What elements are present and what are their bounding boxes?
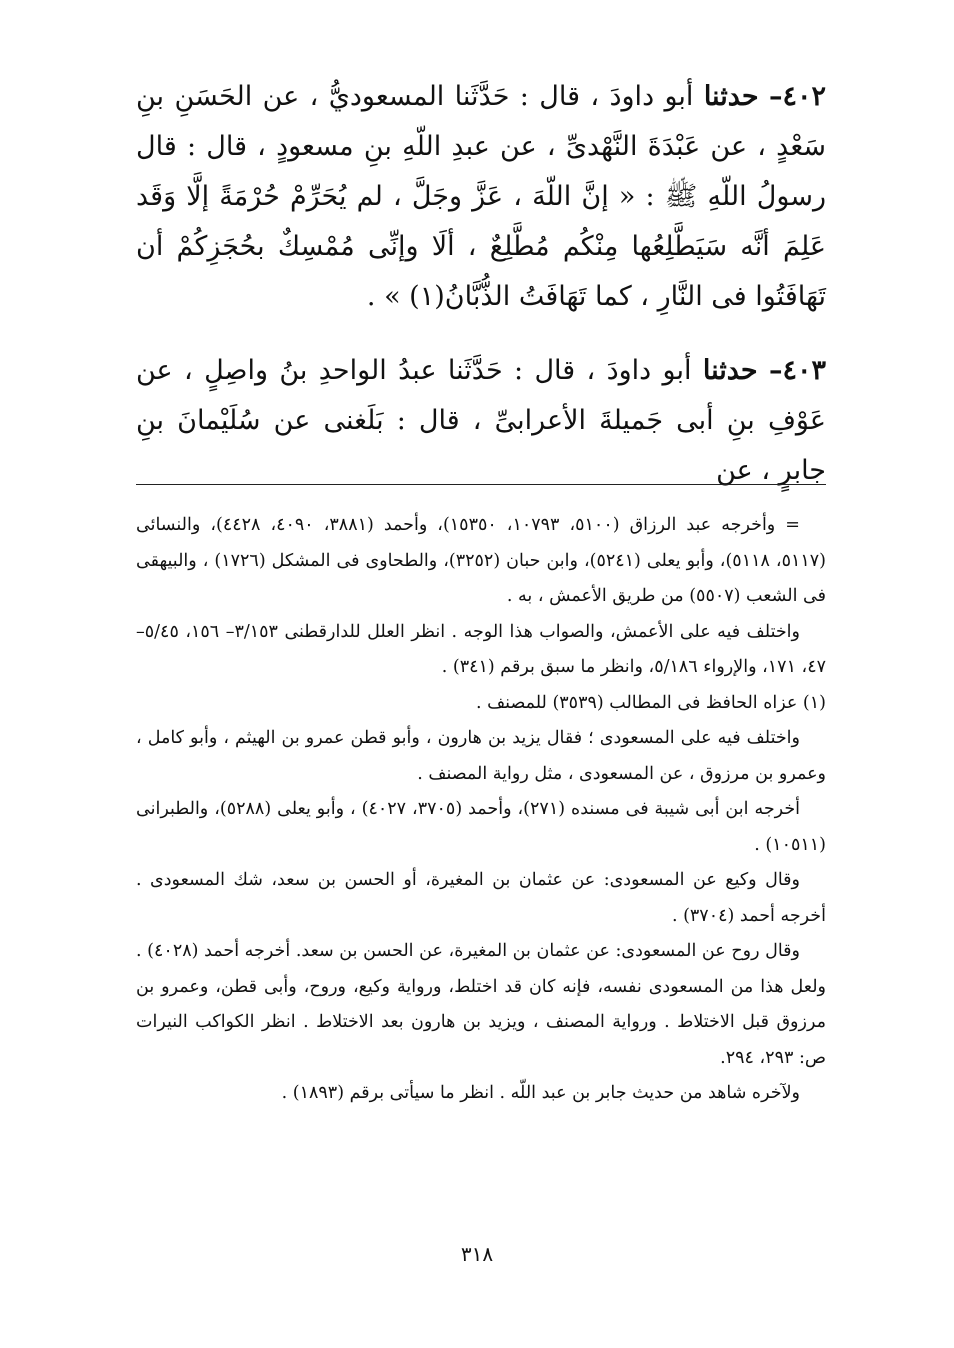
footnote-paragraph: وقال روح عن المسعودى: عن عثمان بن المغيرة، عن الحسن بن سعد. أخرجه أحمد (٤٠٢٨) . ولعل هذا من المسعودى نفسه، فإنه كان قد اختلط، ورواية وكيع، وروح، وأبى قطن، وعمرو بن مرزوق قبل الاختلاط . ورواية المصنف ، ويزيد بن هارون بعد الاختلاط . انظر الكواكب النيرات ص: ٢٩٣، ٢٩٤. xyxy=(136,941,826,1068)
footnote-paragraph: واختلف فيه على الأعمش، والصواب هذا الوجه . انظر العلل للدارقطنى ٣/١٥٣– ١٥٦، ٥/٤٥– ٤٧، ١٧١، والإرواء ٥/١٨٦، وانظر ما سبق برقم (٣٤١) . xyxy=(136,621,826,677)
hadith-opening: حدثنا xyxy=(702,355,758,386)
hadith-number: ٤٠٢– xyxy=(768,81,826,112)
footnote-paragraph: ولآخره شاهد من حديث جابر بن عبد اللّه . انظر ما سيأتى برقم (١٨٩٣) . xyxy=(281,1083,800,1103)
footnote-1: (١) عزاه الحافظ فى المطالب (٣٥٣٩) للمصنف . xyxy=(475,692,826,713)
footnote-paragraph: واختلف فيه على المسعودى ؛ فقال يزيد بن هارون ، وأبو قطن عمرو بن الهيثم ، وأبو كامل ، وعمرو بن مرزوق ، عن المسعودى ، مثل رواية المصنف . xyxy=(136,728,826,784)
hadith-403 xyxy=(136,346,826,496)
hadith-opening: حدثنا xyxy=(703,81,759,112)
page-number: ٣١٨ xyxy=(460,1242,494,1266)
footnote-continuation: = وأخرجه عبد الرزاق (٥١٠٠، ١٠٧٩٣، ١٥٣٥٠)، وأحمد (٣٨٨١، ٤٠٩٠، ٤٤٢٨)، والنسائى (٥١١٧، ٥١١٨)، وأبو يعلى (٥٢٤١)، وابن حبان (٣٢٥٢)، والطحاوى فى المشكل (١٧٢٦) ، والبيهقى فى الشعب (٥٥٠٧) من طريق الأعمش ، به . xyxy=(136,515,826,606)
footnote-paragraph: أخرجه ابن أبى شيبة فى مسنده (٢٧١)، وأحمد (٣٧٠٥، ٤٠٢٧) ، وأبو يعلى (٥٢٨٨)، والطبرانى (١٠٥١١) . xyxy=(136,799,826,855)
hadith-text: أبو داودَ ، قال : حَدَّثَنا المسعوديُّ ، عن الحَسَنِ بنِ سَعْدٍ ، عن عَبْدَةَ النَّهْدىِّ ، عن عبدِ اللّهِ بنِ مسعودٍ ، قال : قال رسولُ اللّهِ ﷺ : « إنَّ اللّهَ ، عَزَّ وجَلَّ ، لم يُحَرِّمْ حُرْمَةً إلَّا وَقَد عَلِمَ أنَّه سَيَطَّلِعُها مِنْكُم مُطَّلِعٌ ، ألَا وإنِّى مُمْسِكٌ بحُجَزِكُمْ أن تَهَافَتُوا فى النَّارِ ، كما تَهَافَتُ الذُّبَّانُ(١) » . xyxy=(136,81,826,312)
footnotes xyxy=(136,508,826,1112)
footnote-divider xyxy=(136,484,826,485)
hadith-402 xyxy=(136,72,826,322)
hadith-number: ٤٠٣– xyxy=(768,355,826,386)
footnote-paragraph: وقال وكيع عن المسعودى: عن عثمان بن المغيرة، أو الحسن بن سعد، شك المسعودى . أخرجه أحمد (٣٧٠٤) . xyxy=(136,870,826,926)
main-text xyxy=(136,72,826,520)
hadith-text: أبو داودَ ، قال : حَدَّثَنا عبدُ الواحدِ بنُ واصِلٍ ، عن عَوْفِ بنِ أبى جَميلةَ الأعرابىِّ ، قال : بَلَغنى عن سُلَيْمانَ بنِ جابرٍ ، عن xyxy=(136,355,826,486)
